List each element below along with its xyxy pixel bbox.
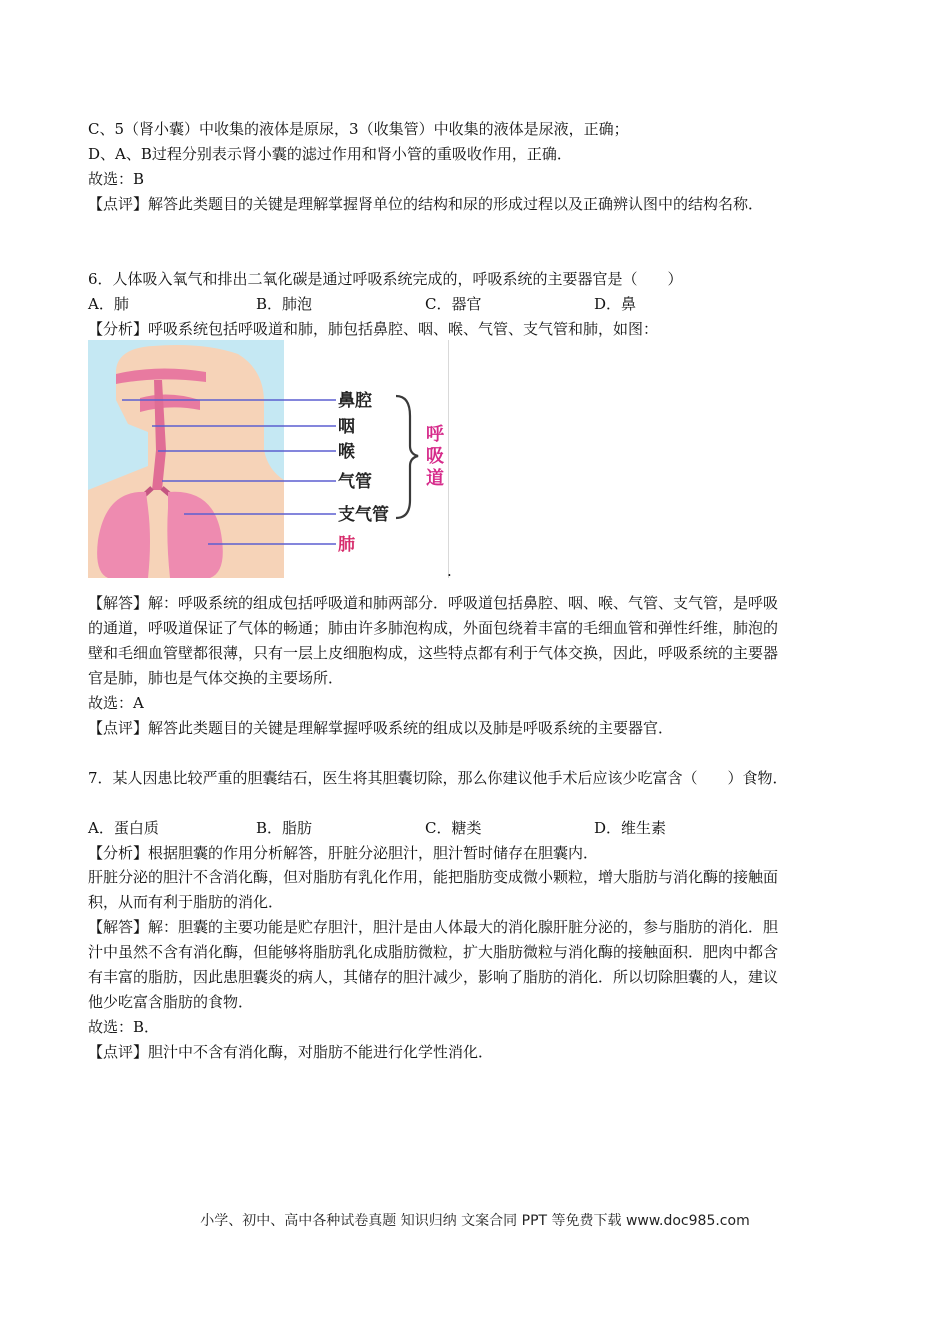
q6-answer: 故选：A: [88, 694, 144, 712]
q7-option-a: A．蛋白质: [88, 819, 159, 837]
diagram-label-area: [284, 340, 448, 578]
q6-option-b: B．肺泡: [256, 295, 313, 313]
q7-solution-line-2: 汁中虽然不含有消化酶，但能够将脂肪乳化成脂肪微粒，扩大脂肪微粒与消化酶的接触面积．肥肉中都含: [88, 943, 779, 961]
label-airway-char-1: 呼: [426, 424, 444, 445]
q7-solution-line-1: 【解答】解：胆囊的主要功能是贮存胆汁，胆汁是由人体最大的消化腺肝脏分泌的，参与脂肪的消化．胆: [88, 918, 779, 936]
q7-analysis-line-2: 肝脏分泌的胆汁不含消化酶，但对脂肪有乳化作用，能把脂肪变成微小颗粒，增大脂肪与消化酶的接触面: [88, 868, 779, 886]
label-trachea: 气管: [338, 472, 372, 492]
q7-option-d: D．维生素: [594, 819, 667, 837]
q5-answer: 故选：B: [88, 170, 145, 188]
q7-stem: 7．某人因患比较严重的胆囊结石，医生将其胆囊切除，那么你建议他手术后应该少吃富含（ ）食物．: [88, 769, 788, 787]
label-airway-char-2: 吸: [426, 446, 444, 467]
q7-analysis-line-3: 积，从而有利于脂肪的消化．: [88, 893, 284, 911]
label-bronchi: 支气管: [338, 505, 389, 525]
q7-solution-line-3: 有丰富的脂肪，因此患胆囊炎的病人，其储存的胆汁减少，影响了脂肪的消化．所以切除胆囊的人，建议: [88, 968, 779, 986]
label-airway-char-3: 道: [426, 468, 444, 489]
page-footer: 小学、初中、高中各种试卷真题 知识归纳 文案合同 PPT 等免费下载 www.doc985.com: [200, 1213, 750, 1229]
respiratory-diagram-svg: [88, 340, 448, 578]
q7-option-c: C．糖类: [425, 819, 482, 837]
q6-analysis: 【分析】呼吸系统包括呼吸道和肺，肺包括鼻腔、咽、喉、气管、支气管和肺，如图：: [88, 320, 659, 338]
q7-option-b: B．脂肪: [256, 819, 313, 837]
q6-solution-line-4: 官是肺，肺也是气体交换的主要场所．: [88, 669, 344, 687]
q6-stem: 6．人体吸入氧气和排出二氧化碳是通过呼吸系统完成的，呼吸系统的主要器官是（ ）: [88, 270, 683, 288]
q6-solution-line-3: 壁和毛细血管壁都很薄，只有一层上皮细胞构成，这些特点都有利于气体交换，因此，呼吸系统的主要器: [88, 644, 779, 662]
q6-comment: 【点评】解答此类题目的关键是理解掌握呼吸系统的组成以及肺是呼吸系统的主要器官．: [88, 719, 674, 737]
label-larynx: 喉: [338, 442, 355, 462]
figure-end-period: .: [447, 562, 452, 580]
q6-solution-line-2: 的通道，呼吸道保证了气体的畅通；肺由许多肺泡构成，外面包绕着丰富的毛细血管和弹性纤维，肺泡的: [88, 619, 779, 637]
label-nasal-cavity: 鼻腔: [338, 391, 372, 411]
label-pharynx: 咽: [338, 417, 355, 437]
label-lung: 肺: [338, 535, 355, 555]
q7-analysis-line-1: 【分析】根据胆囊的作用分析解答，肝脏分泌胆汁，胆汁暂时储存在胆囊内．: [88, 844, 599, 862]
q7-comment: 【点评】胆汁中不含有消化酶，对脂肪不能进行化学性消化．: [88, 1043, 494, 1061]
q5-comment: 【点评】解答此类题目的关键是理解掌握肾单位的结构和尿的形成过程以及正确辨认图中的结构名称．: [88, 195, 764, 213]
q5-option-c-text: C、5（肾小囊）中收集的液体是原尿，3（收集管）中收集的液体是尿液，正确；: [88, 120, 629, 138]
q6-option-c: C．器官: [425, 295, 482, 313]
respiratory-system-diagram: [88, 340, 449, 578]
q5-option-d-text: D、A、B过程分别表示肾小囊的滤过作用和肾小管的重吸收作用，正确．: [88, 145, 572, 163]
q6-solution-line-1: 【解答】解：呼吸系统的组成包括呼吸道和肺两部分．呼吸道包括鼻腔、咽、喉、气管、支气管，是呼吸: [88, 594, 779, 612]
q7-answer: 故选：B．: [88, 1018, 160, 1036]
q6-option-d: D．鼻: [594, 295, 637, 313]
q7-solution-line-4: 他少吃富含脂肪的食物．: [88, 993, 254, 1011]
q6-option-a: A．肺: [88, 295, 129, 313]
